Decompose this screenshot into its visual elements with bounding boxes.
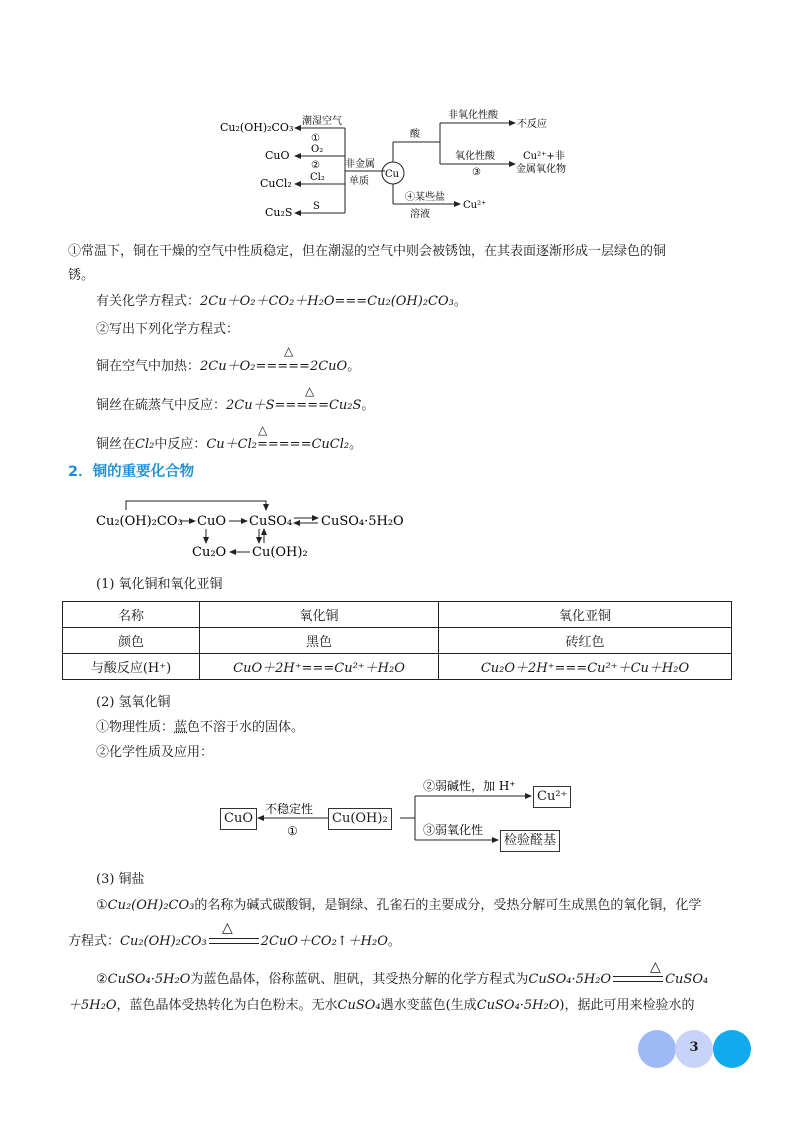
label-o2: O₂ (311, 144, 324, 155)
delta-symbol: △ (222, 920, 233, 936)
table-row (63, 628, 732, 654)
table-row (63, 654, 732, 680)
equals-sign-heat (207, 938, 261, 946)
equals-sign-heat (611, 976, 665, 984)
page-badge-circle-left (638, 1030, 676, 1068)
delta-symbol: △ (284, 344, 294, 358)
center-cu: Cu (385, 169, 400, 180)
equation-chlorine: 铜丝在Cl₂中反应：Cu＋Cl₂=====CuCl₂。 (96, 437, 363, 452)
compound-cuo: CuO (265, 149, 290, 162)
copper-compounds-diagram (96, 496, 416, 566)
bottom-cu2o: Cu₂O (192, 545, 227, 560)
salt-paragraph-3: ＋5H₂O，蓝色晶体受热转化为白色粉末。无水CuSO₄遇水变蓝色(生成CuSO₄·5H₂O)，据此可用来检验水的 (68, 998, 695, 1013)
page-badge-circle-right (713, 1030, 751, 1068)
table-header-cell: 氧化亚铜 (439, 602, 732, 628)
chain-cuso4: CuSO₄ (249, 514, 293, 529)
box-cu2plus: Cu²⁺ (533, 786, 571, 808)
salt-equation-1: 方程式：Cu₂(OH)₂CO₃ 2CuO＋CO₂↑＋H₂O。 (68, 934, 401, 949)
label-nonmetal-1: 非金属 (345, 159, 375, 170)
chain-cuo: CuO (197, 514, 226, 529)
instruction-write-equations: ②写出下列化学方程式： (96, 322, 240, 337)
paragraph-rust-1: ①常温下，铜在干燥的空气中性质稳定，但在潮湿的空气中则会被锈蚀，在其表面逐渐形成一层绿色的铜 (68, 244, 667, 259)
table-cell: CuO＋2H⁺===Cu²⁺＋H₂O (200, 654, 439, 680)
label-ox-products-2: 金属氧化物 (516, 164, 566, 175)
label-circ2: ② (311, 160, 320, 171)
box-cuoh2: Cu(OH)₂ (328, 808, 392, 830)
salt-paragraph-2: ②CuSO₄·5H₂O为蓝色晶体，俗称蓝矾、胆矾，其受热分解的化学方程式为CuSO₄·5H₂O CuSO₄ (96, 972, 709, 987)
delta-symbol: △ (650, 959, 661, 975)
table-header-row (63, 602, 732, 628)
table-cell: 砖红色 (439, 628, 732, 654)
chain-cuso4-5h2o: CuSO₄·5H₂O (321, 514, 404, 529)
table-header-cell: 名称 (63, 602, 200, 628)
label-salt-1: ④某些盐 (405, 192, 445, 203)
physical-property: ①物理性质：蓝色不溶于水的固体。 (96, 720, 305, 735)
subheading-copper-salts: (3) 铜盐 (96, 872, 145, 887)
compound-cucl2: CuCl₂ (260, 177, 292, 190)
label-salt-2: 溶液 (410, 209, 430, 220)
label-s: S (313, 201, 320, 212)
label-circ1: ① (311, 133, 320, 144)
label-weak-base: ②弱碱性，加 H⁺ (423, 779, 516, 793)
box-cuo: CuO (220, 808, 257, 830)
compound-basic-carbonate: Cu₂(OH)₂CO₃ (220, 121, 294, 134)
compound-cu2s: Cu₂S (265, 206, 293, 219)
oxides-table (62, 601, 732, 680)
label-acid: 酸 (410, 129, 420, 140)
label-unstable: 不稳定性 (265, 802, 314, 816)
label-moist-air: 潮湿空气 (302, 116, 342, 127)
chain-basic-carbonate: Cu₂(OH)₂CO₃ (96, 514, 183, 529)
hydroxide-property-diagram (255, 772, 535, 852)
chemical-property: ②化学性质及应用： (96, 745, 214, 760)
paragraph-rust-2: 锈。 (68, 268, 95, 283)
section-heading: 2．铜的重要化合物 (68, 464, 195, 480)
box-aldehyde: 检验醛基 (500, 830, 560, 852)
label-no-reaction: 不反应 (517, 119, 547, 130)
bottom-cuoh2: Cu(OH)₂ (252, 545, 308, 560)
equation-rust: 有关化学方程式：2Cu＋O₂＋CO₂＋H₂O===Cu₂(OH)₂CO₃。 (96, 294, 467, 309)
page-number: 3 (689, 1040, 699, 1055)
salt-paragraph-1: ①Cu₂(OH)₂CO₃的名称为碱式碳酸铜，是铜绿、孔雀石的主要成分，受热分解可生成黑色的氧化铜，化学 (96, 898, 702, 913)
table-header-cell: 氧化铜 (200, 602, 439, 628)
label-cl2: Cl₂ (310, 172, 325, 183)
equation-heat-air: 铜在空气中加热：2Cu＋O₂=====2CuO。 (96, 359, 361, 374)
table-cell: 黑色 (200, 628, 439, 654)
delta-symbol: △ (258, 423, 268, 437)
label-nonmetal-2: 单质 (349, 176, 369, 187)
label-ox-acid: 氧化性酸 (455, 151, 495, 162)
copper-reaction-diagram (210, 104, 590, 224)
label-weak-ox: ③弱氧化性 (423, 823, 484, 837)
label-circ3: ③ (472, 167, 481, 178)
label-nonox-acid: 非氧化性酸 (448, 110, 498, 121)
subheading-oxides: (1) 氧化铜和氧化亚铜 (96, 577, 223, 592)
table-cell: 与酸反应(H⁺) (63, 654, 200, 680)
subheading-hydroxide: (2) 氢氧化铜 (96, 695, 171, 710)
label-ox-products-1: Cu²⁺+非 (523, 151, 565, 162)
label-circ1: ① (287, 824, 298, 838)
table-cell: 颜色 (63, 628, 200, 654)
table-cell: Cu₂O＋2H⁺===Cu²⁺＋Cu＋H₂O (439, 654, 732, 680)
delta-symbol: △ (305, 384, 315, 398)
equation-heat-sulfur: 铜丝在硫蒸气中反应：2Cu＋S=====Cu₂S。 (96, 398, 375, 413)
label-cu2plus: Cu²⁺ (463, 200, 487, 211)
